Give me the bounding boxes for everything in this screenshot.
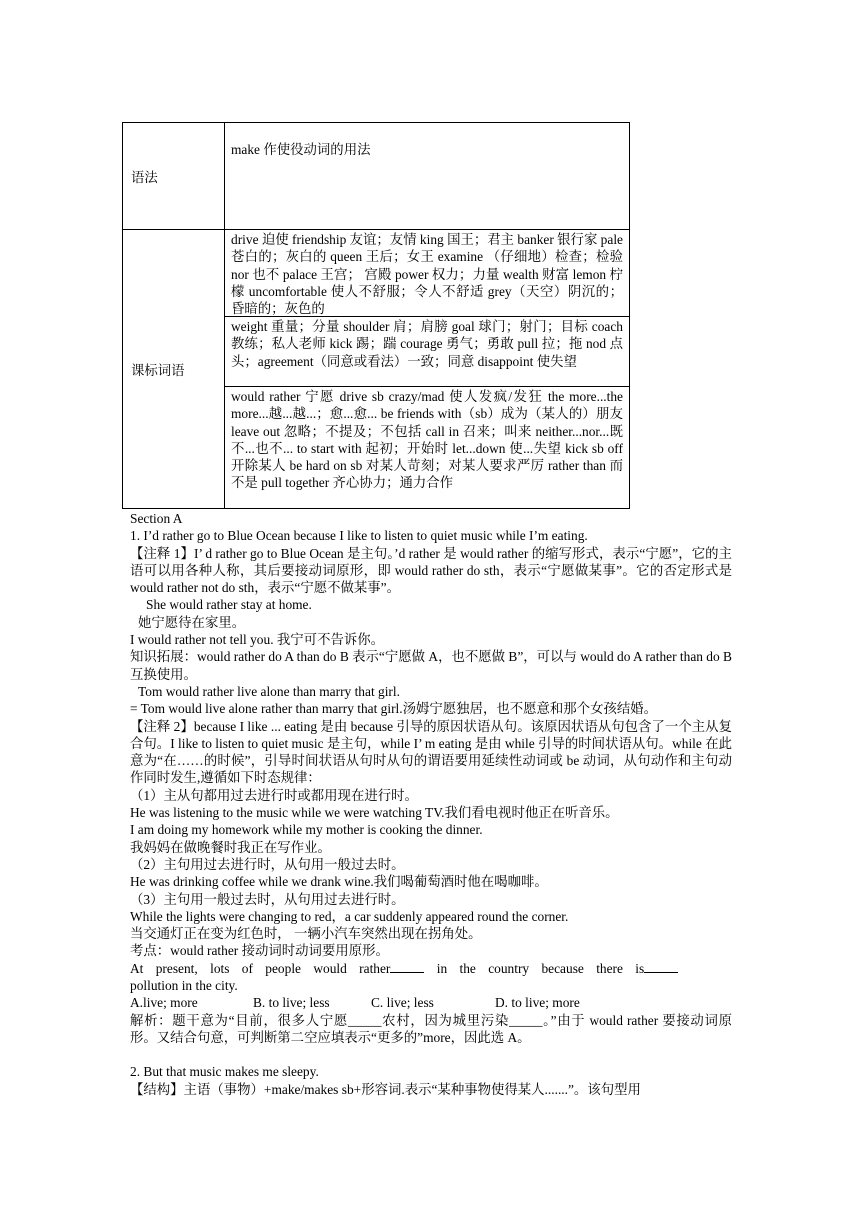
rule-2: （2）主句用过去进行时，从句用一般过去时。: [130, 856, 405, 872]
grammar-label: 语法: [123, 123, 225, 230]
example-3-en: Tom would rather live alone than marry that girl.: [138, 683, 400, 699]
rule-1-example-1: He was listening to the music while we were watching TV.我们看电视时他正在听音乐。: [130, 805, 619, 821]
question-part-3: pollution in the city.: [130, 978, 238, 994]
blank-2: [644, 961, 678, 973]
example-1-cn: 她宁愿待在家里。: [138, 614, 246, 630]
question-part-2: in the country because there is: [436, 960, 645, 976]
sentence-1: 1. I’d rather go to Blue Ocean because I like to listen to quiet music while I’m eating.: [130, 528, 588, 544]
rule-2-example: He was drinking coffee while we drank wine.我们喝葡萄酒时他在喝咖啡。: [130, 874, 548, 890]
rule-1-example-2-cn: 我妈妈在做晚餐时我正在写作业。: [130, 839, 331, 855]
answer-options: [130, 994, 732, 1011]
exam-point: 考点：would rather 接动词时动词要用原形。: [130, 943, 389, 959]
spacer: [130, 1046, 732, 1063]
rule-3: （3）主句用一般过去时，从句用过去进行时。: [130, 891, 405, 907]
vocab-row: [123, 230, 630, 509]
rule-3-example-en: While the lights were changing to red，a car suddenly appeared round the corner.: [130, 908, 569, 924]
option-d: D. to live; more: [495, 995, 580, 1011]
note-2: 【注释 2】because I like ... eating 是由 because 引导的原因状语从句。该原因状语从句包含了一个主从复合句。I like to listen to quiet music 是主句，while I’ m eating 是由 while 引导的时间状语从句。while 在此意为“在……的时候”，引导时间状语从句时从句的谓语要用延续性动词或 be 动词，从句动作和主句动作同时发生,遵循如下时态规律：: [130, 718, 732, 786]
section-heading: Section A: [130, 511, 183, 526]
grammar-content: make 作使役动词的用法: [225, 123, 630, 230]
knowledge-extension: 知识拓展：would rather do A than do B 表示“宁愿做 A，也不愿做 B”，可以与 would do A rather than do B 互换使用。: [130, 649, 732, 682]
vocab-cell-2: weight 重量；分量 shoulder 肩；肩膀 goal 球门；射门；目标 coach 教练；私人老师 kick 踢；踹 courage 勇气；勇敢 pull 拉；拖 nod 点头；agreement（同意或看法）一致；同意 disappoint 使失望: [225, 316, 629, 386]
blank-1: [390, 961, 424, 973]
vocab-cell-1: drive 迫使 friendship 友谊；友情 king 国王；君主 banker 银行家 pale 苍白的；灰白的 queen 王后；女王 examine （仔细地）检查；检验 nor 也不 palace 王宫； 宫殿 power 权力；力量 wealth 财富 lemon 柠檬 uncomfortable 使人不舒服；令人不舒适 grey（天空）阴沉的；昏暗的；灰色的: [231, 232, 623, 316]
example-1-en: She would rather stay at home.: [146, 597, 312, 613]
vocab-cell-3: would rather 宁愿 drive sb crazy/mad 使人发疯/发狂 the more...the more...越...越...；愈...愈... be friends with（sb）成为（某人的）朋友 leave out 忽略；不提及；不包括 call in 召来；叫来 neither...nor...既不...也不... to start with 起初；开始时 let...down 使...失望 kick sb off 开除某人 be hard on sb 对某人苛刻；对某人要求严厉 rather than 而不是 pull together 齐心协力；通力合作: [225, 386, 629, 508]
analysis: 解析：题干意为“目前，很多人宁愿_____农村，因为城里污染_____。”由于 would rather 要接动词原形。又结合句意，可判断第二空应填表示“更多的”more，因此选 A。: [130, 1012, 732, 1045]
example-2: I would rather not tell you. 我宁可不告诉你。: [130, 632, 385, 648]
question-part-1: At present, lots of people would rather: [130, 960, 391, 976]
question: [130, 960, 732, 977]
structure-note: 【结构】主语（事物）+make/makes sb+形容词.表示“某种事物使得某人.......”。该句型用: [130, 1081, 641, 1097]
vocab-cells: [225, 230, 630, 509]
note-1: 【注释 1】I’ d rather go to Blue Ocean 是主句。’d rather 是 would rather 的缩写形式，表示“宁愿”，它的主语可以用各种人称，其后要接动词原形，即 would rather do sth，表示“宁愿做某事”。它的否定形式是 would rather not do sth，表示“宁愿不做某事”。: [130, 545, 732, 596]
option-b: B. to live; less: [253, 995, 330, 1011]
rule-1: （1）主从句都用过去进行时或都用现在进行时。: [130, 787, 418, 803]
rule-3-example-cn: 当交通灯正在变为红色时， 一辆小汽车突然出现在拐角处。: [130, 926, 482, 942]
vocab-label: 课标词语: [123, 230, 225, 509]
example-3-alt: = Tom would live alone rather than marry that girl.汤姆宁愿独居，也不愿意和那个女孩结婚。: [130, 701, 658, 717]
vocabulary-table: [122, 122, 630, 509]
grammar-row: [123, 123, 630, 230]
sentence-2: 2. But that music makes me sleepy.: [130, 1064, 319, 1080]
rule-1-example-2-en: I am doing my homework while my mother is cooking the dinner.: [130, 822, 483, 838]
option-c: C. live; less: [371, 995, 434, 1011]
document-body: [130, 510, 732, 1098]
option-a: A.live; more: [130, 995, 198, 1011]
